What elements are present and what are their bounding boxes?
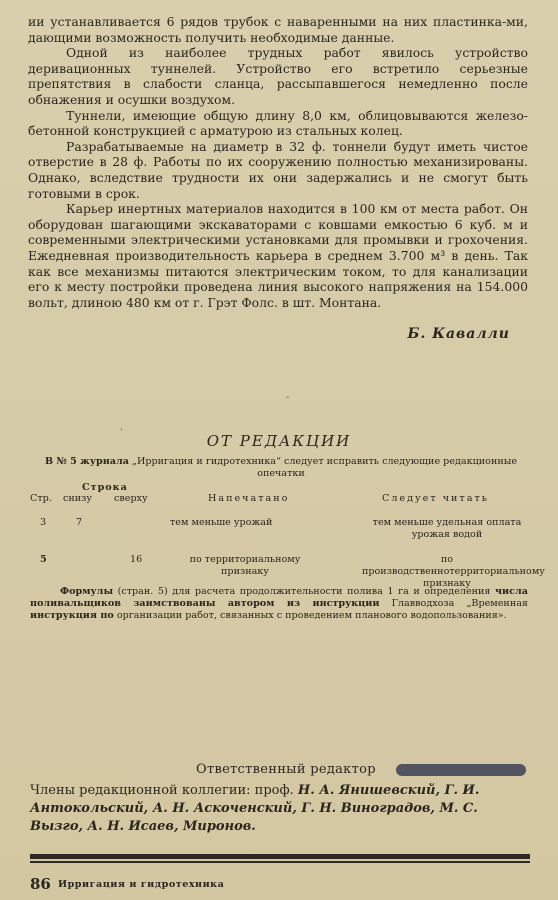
errata-row-1-should-read: тем меньше удельная оплата урожая водой [372, 517, 522, 540]
errata-notice-lead: В № 5 журнала [44, 456, 129, 467]
errata-row-2-should-read: по производственнотерриториальному признаку [362, 554, 545, 589]
print-mark: ˈ [120, 428, 123, 439]
print-mark: ‐ [286, 392, 290, 403]
article-text [28, 14, 528, 310]
article-paragraph: Карьер инертных материалов находится в 100 км от места работ. Он оборудован шагающими экскаваторами с ковшами емкостью 6 куб. м и современными электрическими установками для промывки и грохочения. Ежедневная производительность карьера в среднем 3.700 м³ в день. Так как все механизмы питаются электрическим током, то для канализации его к месту постройки проведена линия высокого напряжения на 154.000 вольт, длиною 480 км от г. Грэт Фолс. в шт. Монтана. [28, 201, 528, 310]
column-header-page: Стр. [30, 493, 52, 504]
formulas-note-bold: инструкция по [30, 610, 114, 621]
article-paragraph: ии устанавливается 6 рядов трубок с наваренными на них пластинка-ми, дающими возможность получить необходимые данные. [28, 14, 528, 45]
page-number: 86 [30, 875, 51, 893]
responsible-editor-label: Ответственный редактор [196, 762, 376, 777]
formulas-note-lead: Формулы [60, 586, 114, 597]
formulas-note [30, 586, 528, 622]
author-signature: Б. Кавалли [407, 326, 510, 342]
errata-row-2-from-top: 16 [130, 554, 143, 565]
errata-row-1-printed: тем меньше урожай [170, 517, 273, 528]
errata-row-2-page: 5 [40, 554, 47, 565]
errata-row-2-printed: по территориальному признаку [189, 554, 301, 577]
formulas-note-bold: числа поливальщиков заимствованы автором из инструкции [30, 586, 528, 609]
errata-notice-text: „Ирригация и гидротехника“ следует исправить следующие редакционные опечатки [128, 456, 518, 479]
column-header-from-top: сверху [114, 493, 148, 504]
footer-rule [30, 854, 530, 859]
redaction-mark [396, 764, 526, 776]
editorial-title: ОТ РЕДАКЦИИ [206, 432, 352, 450]
errata-row-1-from-bottom: 7 [76, 517, 83, 528]
column-header-should-read: Следует читать [382, 493, 489, 504]
formulas-note-text: организации работ, связанных с проведением планового водопользования». [113, 610, 507, 621]
column-header-from-bottom: снизу [63, 493, 93, 504]
journal-title: Ирригация и гидротехника [58, 879, 225, 890]
column-header-line-group: Строка [82, 482, 128, 493]
editorial-board [30, 782, 530, 836]
footer-rule [30, 861, 530, 863]
editorial-board-label: Члены редакционной коллегии: проф. [30, 783, 294, 798]
article-paragraph: Разрабатываемые на диаметр в 32 ф. тоннели будут иметь чистое отверстие в 28 ф. Работы по их сооружению полностью механизированы. Однако, вследствие трудности их они задержались и не смогут быть готовыми в срок. [28, 138, 528, 201]
editorial-board-members: Н. А. Янишевский, Г. И. Антокольский, А. Н. Аскоченский, Г. Н. Виноградов, М. С. Вызго, А. Н. Исаев, Миронов. [30, 783, 480, 834]
errata-row-1-page: 3 [40, 517, 47, 528]
formulas-note-text: Главводхоза „Временная [379, 598, 528, 609]
errata-notice [32, 456, 530, 480]
formulas-note-text: (стран. 5) для расчета продолжительности полива 1 га и определения [113, 586, 496, 597]
column-header-printed: Напечатано [208, 493, 290, 504]
article-paragraph: Одной из наиболее трудных работ явилось устройство деривационных туннелей. Устройство его встретило серьезные препятствия в слабости сланца, рассыпавшегося немедленно после обнажения и осушки воздухом. [28, 45, 528, 107]
article-paragraph: Туннели, имеющие общую длину 8,0 км, облицовываются железо-бетонной конструкцией с арматурою из стальных колец. [28, 107, 528, 139]
